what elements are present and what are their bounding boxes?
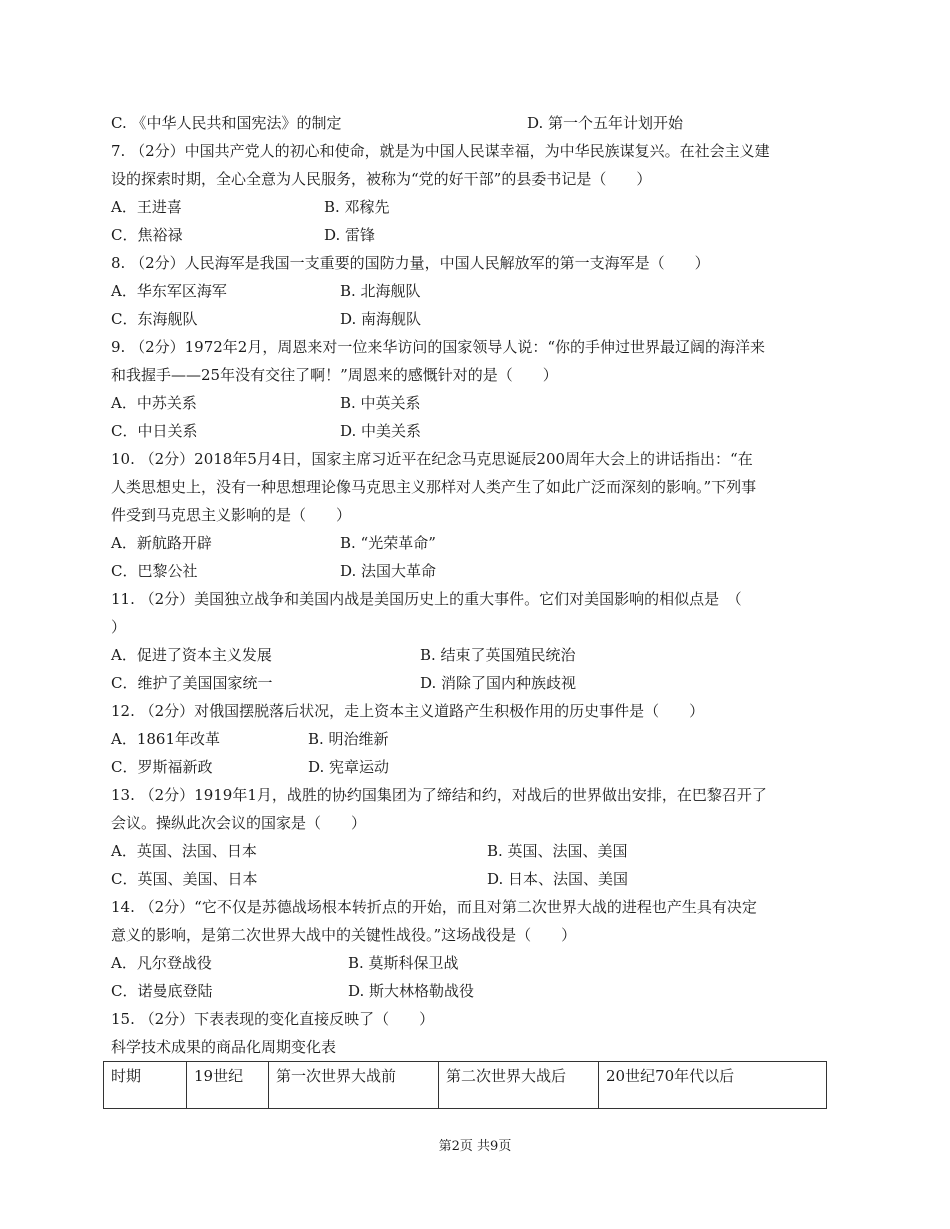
q10-stem-line2: 人类思想史上，没有一种思想理论像马克思主义那样对人类产生了如此广泛而深刻的影响。”下列事: [111, 478, 757, 496]
q12-option-a: A．1861年改革: [111, 730, 221, 748]
q7-option-b: B. 邓稼先: [324, 198, 390, 216]
q13-stem-line2: 会议。操纵此次会议的国家是（ ）: [111, 814, 367, 832]
table-header-cell: 第一次世界大战前: [269, 1062, 439, 1109]
q8-option-b: B. 北海舰队: [340, 282, 421, 300]
q6-option-c: C. 《中华人民共和国宪法》的制定: [111, 114, 342, 132]
q7-option-c: C．焦裕禄: [111, 226, 183, 244]
q14-option-c: C．诺曼底登陆: [111, 982, 213, 1000]
q14-option-a: A．凡尔登战役: [111, 954, 212, 972]
q12-option-b: B. 明治维新: [308, 730, 389, 748]
q11-option-d: D. 消除了国内种族歧视: [420, 674, 577, 692]
q9-option-b: B. 中英关系: [340, 394, 421, 412]
q13-stem-line1: 13. （2分）1919年1月，战胜的协约国集团为了缔结和约，对战后的世界做出安排，在巴黎召开了: [111, 786, 767, 804]
q9-option-c: C．中日关系: [111, 422, 198, 440]
q14-option-d: D. 斯大林格勒战役: [348, 982, 475, 1000]
q9-stem-line1: 9. （2分）1972年2月，周恩来对一位来华访问的国家领导人说：“你的手伸过世界最辽阔的海洋来: [111, 338, 766, 356]
q6-option-d: D. 第一个五年计划开始: [527, 114, 684, 132]
q11-stem-line1: 11. （2分）美国独立战争和美国内战是美国历史上的重大事件。它们对美国影响的相似点是 （: [111, 590, 742, 608]
table-header-cell: 20世纪70年代以后: [599, 1062, 827, 1109]
q7-stem-line1: 7. （2分）中国共产党人的初心和使命，就是为中国人民谋幸福，为中华民族谋复兴。在社会主义建: [111, 142, 770, 160]
q10-stem-line1: 10. （2分）2018年5月4日，国家主席习近平在纪念马克思诞辰200周年大会上的讲话指出：“在: [111, 450, 753, 468]
q7-stem-line2: 设的探索时期，全心全意为人民服务，被称为“党的好干部”的县委书记是（ ）: [111, 170, 652, 188]
q11-option-c: C．维护了美国国家统一: [111, 674, 273, 692]
q8-option-a: A．华东军区海军: [111, 282, 227, 300]
q14-option-b: B. 莫斯科保卫战: [348, 954, 459, 972]
table-row: [104, 1062, 827, 1109]
q10-stem-line3: 件受到马克思主义影响的是（ ）: [111, 506, 352, 524]
q12-stem-line1: 12. （2分）对俄国摆脱落后状况，走上资本主义道路产生积极作用的历史事件是（ ）: [111, 702, 705, 720]
q13-option-b: B. 英国、法国、美国: [487, 842, 628, 860]
q8-stem-line1: 8. （2分）人民海军是我国一支重要的国防力量，中国人民解放军的第一支海军是（ ）: [111, 254, 710, 272]
table-header-cell: 时期: [104, 1062, 187, 1109]
q15-table-caption: 科学技术成果的商品化周期变化表: [111, 1038, 337, 1056]
q13-option-a: A．英国、法国、日本: [111, 842, 257, 860]
q10-option-d: D. 法国大革命: [340, 562, 437, 580]
q12-option-c: C．罗斯福新政: [111, 758, 213, 776]
q9-option-d: D. 中美关系: [340, 422, 422, 440]
q11-option-a: A．促进了资本主义发展: [111, 646, 272, 664]
q7-option-a: A．王进喜: [111, 198, 182, 216]
q10-option-c: C．巴黎公社: [111, 562, 198, 580]
q15-stem-line1: 15. （2分）下表表现的变化直接反映了（ ）: [111, 1010, 435, 1028]
q14-stem-line1: 14. （2分）“它不仅是苏德战场根本转折点的开始，而且对第二次世界大战的进程也产生具有决定: [111, 898, 757, 916]
q7-option-d: D. 雷锋: [324, 226, 376, 244]
q8-option-d: D. 南海舰队: [340, 310, 422, 328]
table-header-cell: 第二次世界大战后: [439, 1062, 599, 1109]
q10-option-b: B. “光荣革命”: [340, 534, 436, 552]
commercialization-cycle-table: [103, 1061, 827, 1109]
q11-stem-line2: ）: [111, 618, 127, 636]
q10-option-a: A．新航路开辟: [111, 534, 212, 552]
q8-option-c: C．东海舰队: [111, 310, 198, 328]
q12-option-d: D. 宪章运动: [308, 758, 390, 776]
q13-option-c: C．英国、美国、日本: [111, 870, 258, 888]
table-header-cell: 19世纪: [187, 1062, 269, 1109]
q11-option-b: B. 结束了英国殖民统治: [420, 646, 576, 664]
q9-stem-line2: 和我握手——25年没有交往了啊！”周恩来的感慨针对的是（ ）: [111, 366, 558, 384]
q14-stem-line2: 意义的影响，是第二次世界大战中的关键性战役。”这场战役是（ ）: [111, 926, 577, 944]
page-number: 第2页 共9页: [438, 1139, 512, 1154]
q13-option-d: D. 日本、法国、美国: [487, 870, 629, 888]
q9-option-a: A．中苏关系: [111, 394, 197, 412]
